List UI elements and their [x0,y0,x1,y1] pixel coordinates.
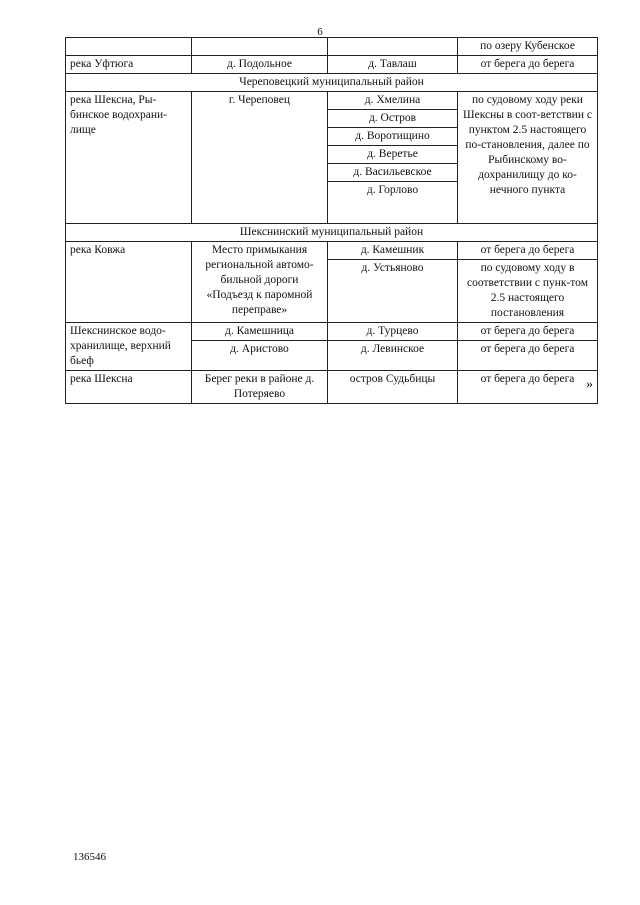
table-cell [328,38,458,56]
table-cell: д. Турцево [328,322,458,340]
table-row [66,322,598,340]
table-cell: д. Левинское [328,340,458,370]
table-cell: д. Васильевское [328,164,458,182]
table-cell: река Шексна, Ры-бинское водохрани-лище [66,92,192,224]
table-row [66,56,598,74]
table-row [66,38,598,56]
table-cell [66,38,192,56]
table-cell: д. Камешник [328,241,458,259]
section-row [66,223,598,241]
section-row [66,74,598,92]
table-cell: д. Воротищино [328,128,458,146]
table-cell: от берега до берега [458,340,598,370]
table-cell: от берега до берега [458,56,598,74]
table-row [66,241,598,259]
table-cell: по судовому ходу в соответствии с пунк-том 2.5 настоящего постановления [458,259,598,322]
table-cell: остров Судьбицы [328,370,458,403]
table-cell: г. Череповец [192,92,328,224]
table-cell: Шекснинское водо-хранилище, верхний бьеф [66,322,192,370]
table-cell: д. Остров [328,110,458,128]
table-cell: Берег реки в районе д. Потеряево [192,370,328,403]
table-cell: по озеру Кубенское [458,38,598,56]
table-cell: от берега до берега [458,322,598,340]
table-row [66,92,598,110]
table-cell: по судовому ходу реки Шексны в соот-ветствии с пунктом 2.5 настоящего по-становления, далее по Рыбинскому во-дохранилищу до ко-нечного пункта [458,92,598,224]
table-cell: д. Тавлаш [328,56,458,74]
table-cell: д. Горлово [328,182,458,200]
table-cell: д. Подольное [192,56,328,74]
table-cell: река Уфтюга [66,56,192,74]
table-cell: д. Хмелина [328,92,458,110]
document-code: 136546 [73,851,106,863]
closing-quote: » [586,377,593,392]
table-cell: от берега до берега [458,241,598,259]
section-heading: Шекснинский муниципальный район [66,223,598,241]
table-cell [192,38,328,56]
section-heading: Череповецкий муниципальный район [66,74,598,92]
table-cell: д. Веретье [328,146,458,164]
waterway-table [65,37,598,404]
table-cell: д. Камешница [192,322,328,340]
table-row [66,370,598,403]
table-cell: река Шексна [66,370,192,403]
page-number: 6 [317,26,323,38]
table-cell: д. Аристово [192,340,328,370]
table-cell: Место примыкания региональной автомо-бильной дороги «Подъезд к паромной переправе» [192,241,328,322]
table-cell: д. Устьяново [328,259,458,322]
table-cell: от берега до берега [458,370,598,403]
table-cell: река Ковжа [66,241,192,322]
table-cell [328,199,458,223]
